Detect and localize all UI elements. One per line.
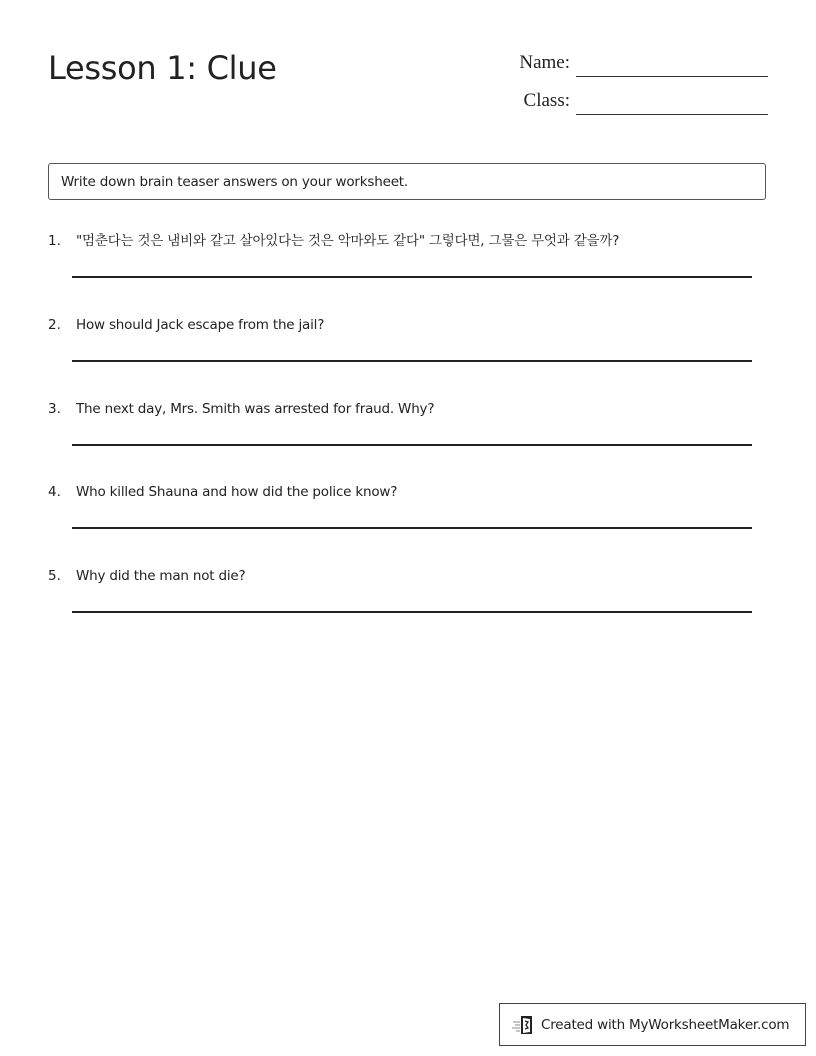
- answer-line: [72, 444, 752, 446]
- question-number: 2.: [48, 317, 61, 333]
- question-text: Why did the man not die?: [76, 568, 246, 584]
- answer-line: [72, 611, 752, 613]
- name-blank-line: [576, 76, 768, 77]
- question-text: "멈춘다는 것은 냄비와 같고 살아있다는 것은 악마와도 같다" 그렇다면, 그물은 무엇과 같을까?: [76, 233, 620, 249]
- question-number: 1.: [48, 233, 61, 249]
- name-field: [500, 52, 768, 82]
- class-blank-line: [576, 114, 768, 115]
- question-item: [48, 400, 752, 460]
- class-field: [500, 90, 768, 120]
- question-number: 3.: [48, 401, 61, 417]
- question-text: How should Jack escape from the jail?: [76, 317, 325, 333]
- answer-line: [72, 276, 752, 278]
- page-title: Lesson 1: Clue: [48, 49, 277, 87]
- class-label: Class:: [523, 90, 570, 111]
- instructions-text: Write down brain teaser answers on your worksheet.: [61, 173, 408, 190]
- name-label: Name:: [519, 52, 570, 73]
- instructions-box: [48, 163, 766, 200]
- answer-line: [72, 360, 752, 362]
- question-item: [48, 232, 752, 292]
- footer-badge[interactable]: [499, 1003, 806, 1046]
- question-text: Who killed Shauna and how did the police know?: [76, 484, 398, 500]
- question-item: [48, 483, 752, 543]
- question-text: The next day, Mrs. Smith was arrested for fraud. Why?: [76, 401, 435, 417]
- worksheet-logo-icon: [512, 1014, 536, 1036]
- question-number: 5.: [48, 568, 61, 584]
- question-item: [48, 567, 752, 627]
- question-number: 4.: [48, 484, 61, 500]
- footer-text: Created with MyWorksheetMaker.com: [541, 1016, 790, 1033]
- question-item: [48, 316, 752, 376]
- answer-line: [72, 527, 752, 529]
